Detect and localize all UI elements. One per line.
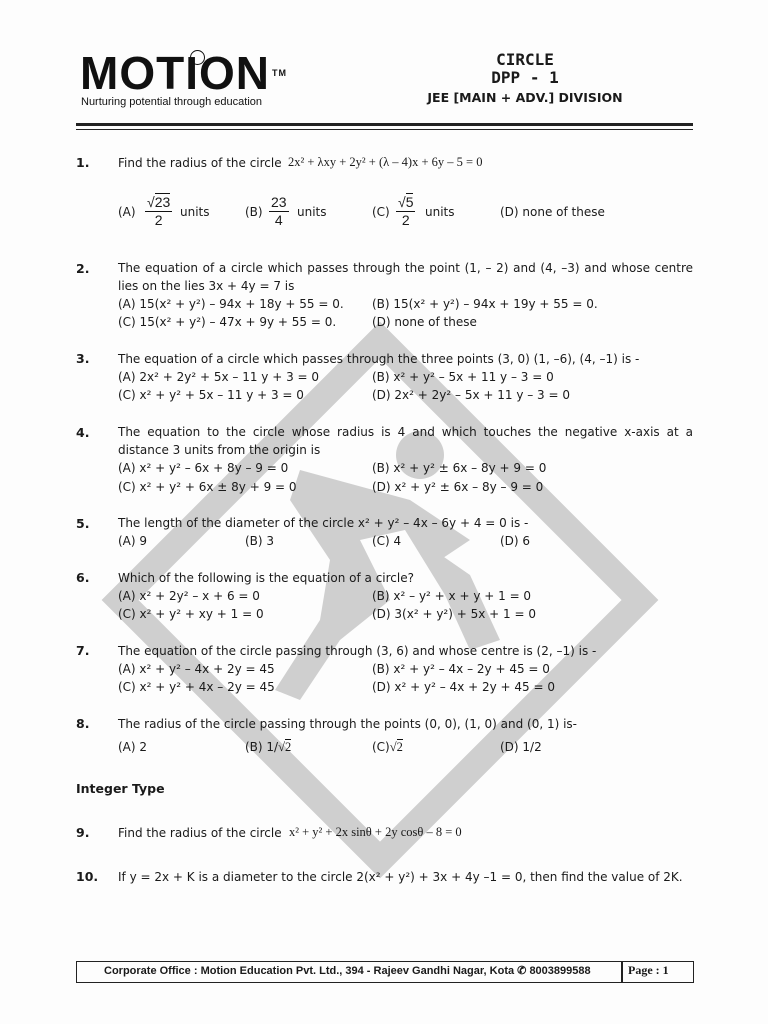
page-number: Page : 1	[628, 963, 669, 977]
option-a: (A) 15(x² + y²) – 94x + 18y + 55 = 0.	[118, 297, 344, 311]
brand-tagline: Nurturing potential through education	[81, 96, 263, 108]
question-number: 7.	[76, 643, 90, 658]
option-d: (D) none of these	[372, 315, 477, 329]
question-text: The equation of the circle passing through (3, 6) and whose centre is (2, –1) is -	[118, 644, 597, 658]
question-text: The radius of the circle passing through the points (0, 0), (1, 0) and (0, 1) is-	[118, 717, 577, 731]
footer-office: Corporate Office : Motion Education Pvt. Ltd., 394 - Rajeev Gandhi Nagar, Kota ✆ 8003899588	[104, 965, 591, 977]
question-number: 1.	[76, 155, 90, 170]
option-b: (B) 1/√2	[245, 740, 292, 754]
doc-division: JEE [MAIN + ADV.] DIVISION	[427, 90, 623, 105]
option-d: (D) x² + y² – 4x + 2y + 45 = 0	[372, 680, 555, 694]
question-number: 6.	[76, 570, 90, 585]
question-equation: x² + y² + 2x sinθ + 2y cosθ – 8 = 0	[289, 825, 462, 839]
option-a: (A) 2	[118, 740, 148, 754]
option-a: (A) 9	[118, 534, 148, 548]
option-b: (B) 15(x² + y²) – 94x + 19y + 55 = 0.	[372, 297, 598, 311]
option-a-fraction: $\frac{√23}{2}$	[147, 194, 171, 228]
question-number: 8.	[76, 716, 90, 731]
option-c-unit: units	[425, 205, 455, 219]
option-b: (B) x² + y² – 5x + 11 y – 3 = 0	[372, 370, 554, 384]
question-text: If y = 2x + K is a diameter to the circle 2(x² + y²) + 3x + 4y –1 = 0, then find the value of 2K.	[118, 870, 683, 884]
option-b: (B) 3	[245, 534, 275, 548]
option-d: (D) 3(x² + y²) + 5x + 1 = 0	[372, 607, 536, 621]
option-a: (A) x² + y² – 6x + 8y – 9 = 0	[118, 461, 289, 475]
option-b-fraction: $\frac{23}{4}$	[271, 194, 287, 228]
header-rule	[76, 123, 693, 126]
question-number: 5.	[76, 516, 90, 531]
options-row	[118, 194, 698, 234]
doc-title: CIRCLE	[496, 50, 554, 69]
question-number: 2.	[76, 261, 90, 276]
option-d: (D) none of these	[500, 205, 605, 219]
option-b: (B) x² + y² ± 6x – 8y + 9 = 0	[372, 461, 547, 475]
option-c: (C) x² + y² + 4x – 2y = 45	[118, 680, 275, 694]
header-rule-thin	[76, 129, 693, 130]
option-d: (D) 1/2	[500, 740, 542, 754]
option-d: (D) 6	[500, 534, 531, 548]
question-number: 3.	[76, 351, 90, 366]
question-number: 10.	[76, 869, 99, 884]
option-c: (C) x² + y² + 5x – 11 y + 3 = 0	[118, 388, 304, 402]
question-text: Find the radius of the circle	[118, 156, 282, 170]
option-a: (A)	[118, 205, 136, 219]
question-number: 4.	[76, 425, 90, 440]
option-b: (B)	[245, 205, 263, 219]
option-c: (C) 15(x² + y²) – 47x + 9y + 55 = 0.	[118, 315, 337, 329]
option-c: (C)√2	[372, 740, 403, 754]
footer-divider	[621, 961, 623, 983]
question-number: 9.	[76, 825, 90, 840]
option-a-unit: units	[180, 205, 210, 219]
option-d: (D) 2x² + 2y² – 5x + 11 y – 3 = 0	[372, 388, 571, 402]
option-d: (D) x² + y² ± 6x – 8y – 9 = 0	[372, 480, 544, 494]
option-c: (C) 4	[372, 534, 402, 548]
question-text: The equation of a circle which passes through the three points (3, 0) (1, –6), (4, –1) is -	[118, 352, 640, 366]
option-a: (A) x² + 2y² – x + 6 = 0	[118, 589, 260, 603]
question-text: The length of the diameter of the circle x² + y² – 4x – 6y + 4 = 0 is -	[118, 516, 529, 530]
logo-emblem-icon	[190, 50, 205, 65]
option-b: (B) x² + y² – 4x – 2y + 45 = 0	[372, 662, 550, 676]
question-text: Find the radius of the circle	[118, 826, 282, 840]
question-text: The equation to the circle whose radius is 4 and which touches the negative x-axis at a distance 3 units from the origin is	[118, 425, 693, 457]
doc-subtitle: DPP - 1	[491, 68, 559, 87]
option-a: (A) 2x² + 2y² + 5x – 11 y + 3 = 0	[118, 370, 320, 384]
option-c-fraction: $\frac{√5}{2}$	[398, 194, 414, 228]
question-equation: 2x² + λxy + 2y² + (λ – 4)x + 6y – 5 = 0	[288, 155, 483, 169]
option-c: (C) x² + y² + 6x ± 8y + 9 = 0	[118, 480, 297, 494]
option-b-unit: units	[297, 205, 327, 219]
brand-logo: MOTION ™	[80, 47, 287, 99]
option-b: (B) x² – y² + x + y + 1 = 0	[372, 589, 532, 603]
section-heading: Integer Type	[76, 781, 165, 796]
question-text: The equation of a circle which passes through the point (1, – 2) and (4, –3) and whose centre lies on the lies 3x + 4y = 7 is	[118, 261, 693, 293]
option-a: (A) x² + y² – 4x + 2y = 45	[118, 662, 275, 676]
option-c: (C) x² + y² + xy + 1 = 0	[118, 607, 264, 621]
option-c: (C)	[372, 205, 390, 219]
question-text: Which of the following is the equation of a circle?	[118, 571, 414, 585]
